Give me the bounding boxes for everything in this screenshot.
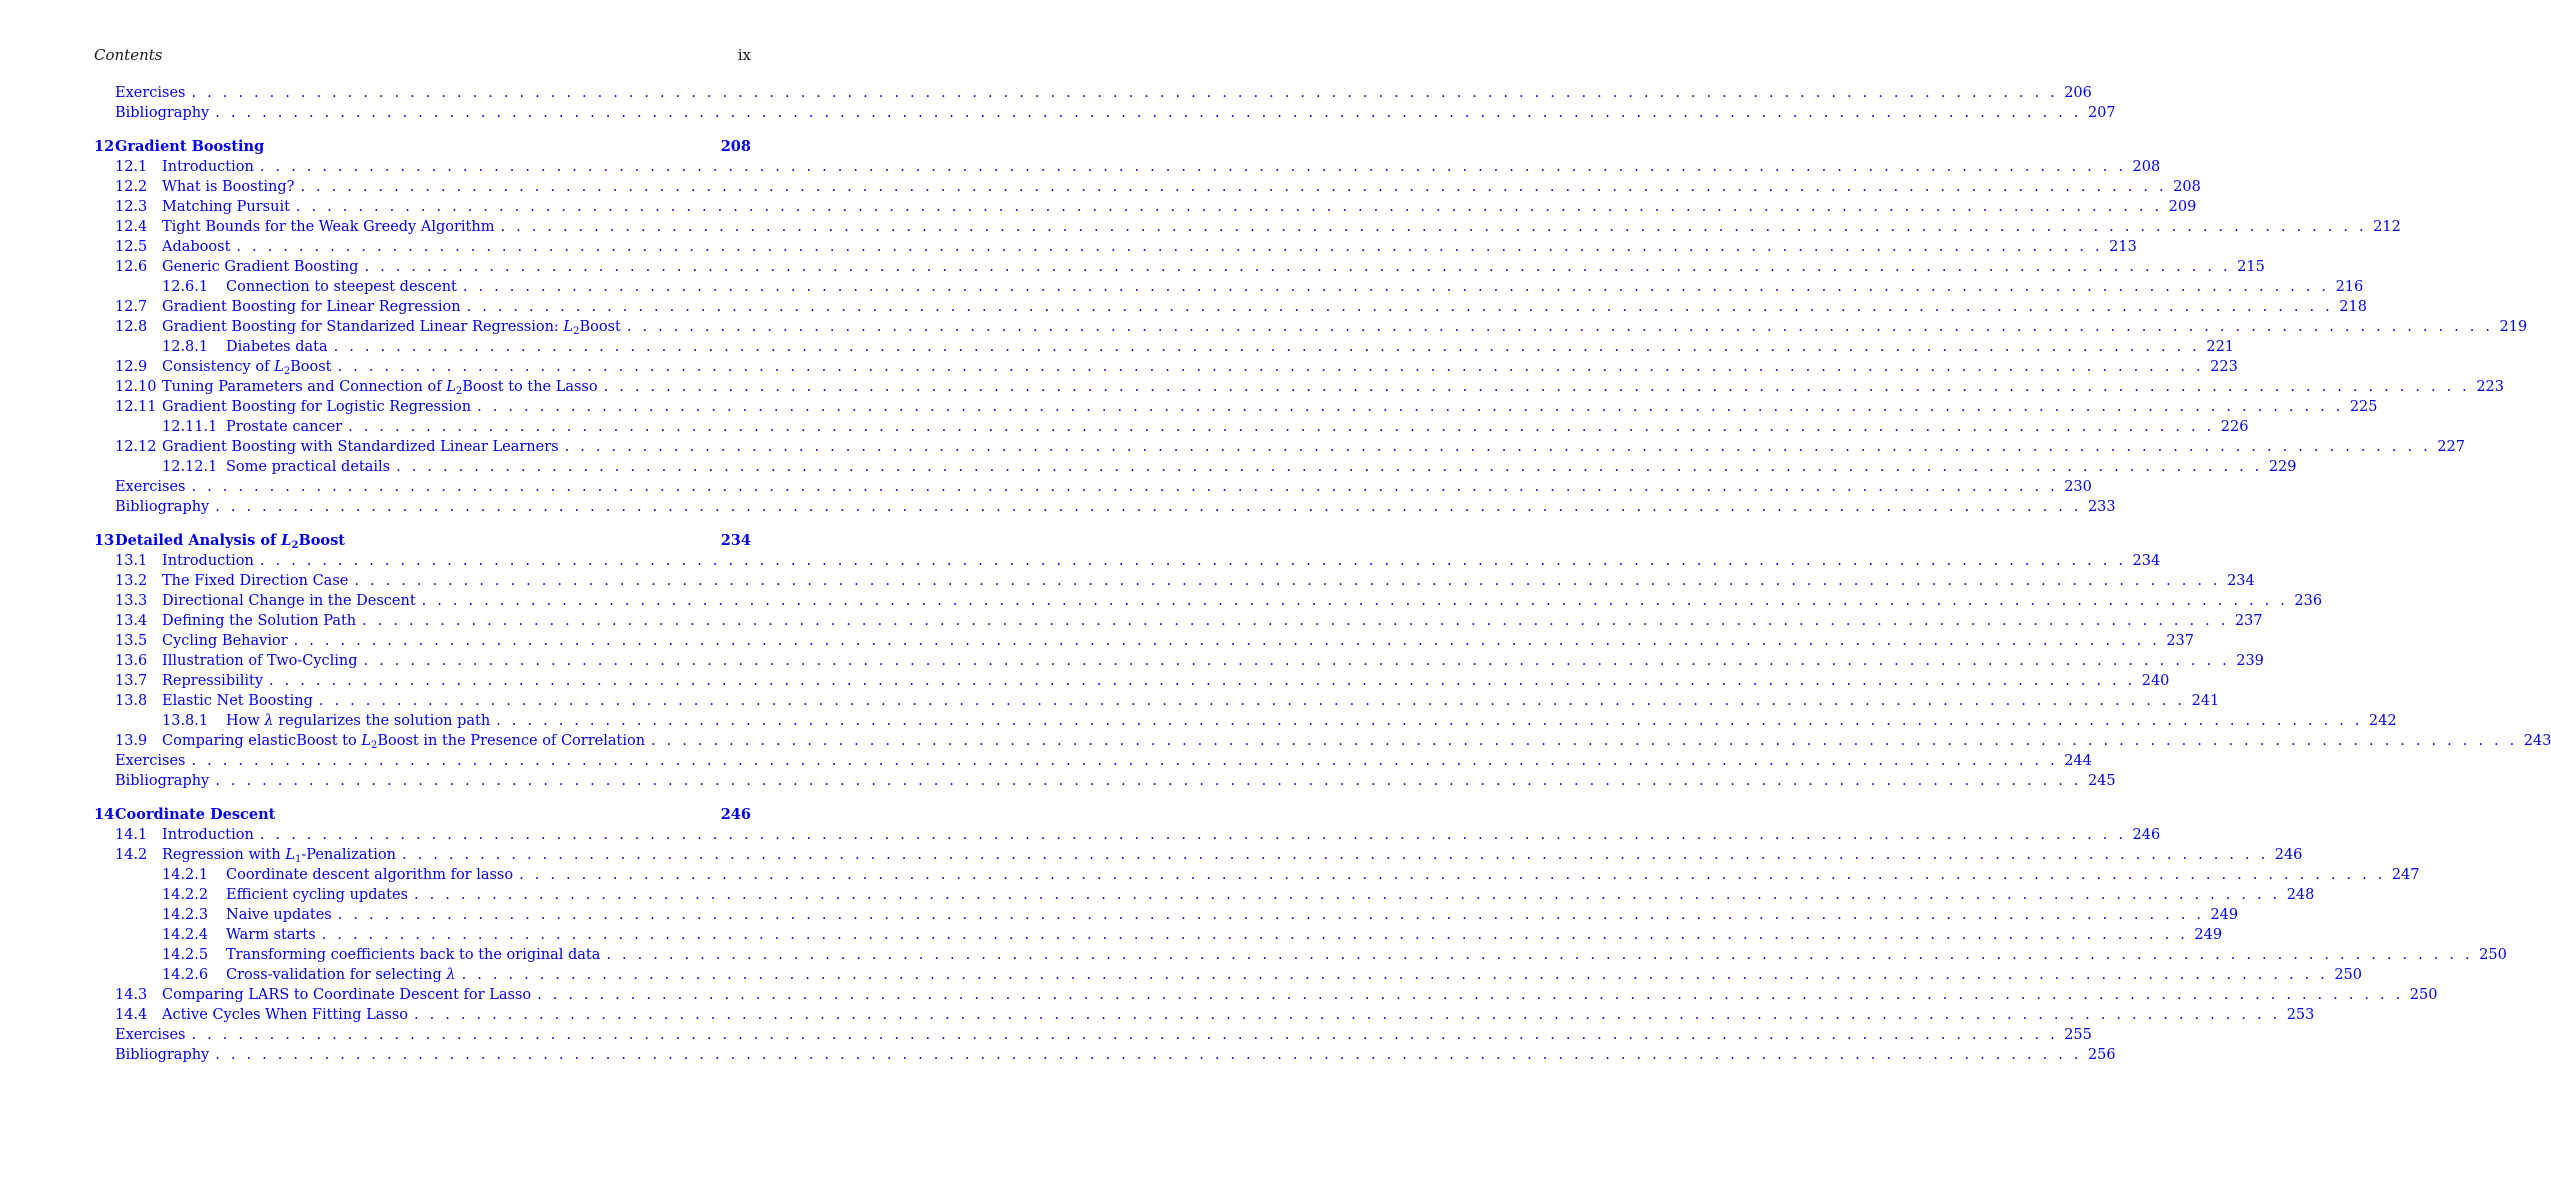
chapter-title: Gradient Boosting (115, 138, 265, 155)
dot-leader: . . . . . . . . . . . . . . . . . . . . . . . . . . . . . . . . . . . . . . . . . . . . . . . . . . . . . . . . . . . . . . . . . . . . . . . . . . . . . . . . . . . . . . . . . . . . . . . . . . . . . . . . . . . . . . . . . . . . . . . . (363, 653, 2230, 669)
dot-leader: . . . . . . . . . . . . . . . . . . . . . . . . . . . . . . . . . . . . . . . . . . . . . . . . . . . . . . . . . . . . . . . . . . . . . . . . . . . . . . . . . . . . . . . . . . . . . . . . . . . . . . . . . . . . . . . . . . . . . . . . (236, 239, 2103, 255)
dot-leader: . . . . . . . . . . . . . . . . . . . . . . . . . . . . . . . . . . . . . . . . . . . . . . . . . . . . . . . . . . . . . . . . . . . . . . . . . . . . . . . . . . . . . . . . . . . . . . . . . . . . . . . . . . . . . . . . . . . . . . . . (337, 907, 2205, 923)
toc-entry-14.2.4[interactable] (94, 925, 2223, 945)
section-page-number: 206 (2058, 83, 2092, 103)
toc-chapter-14[interactable] (94, 805, 751, 825)
section-page-number: 213 (2103, 237, 2137, 257)
chapter-number: 13 (94, 532, 115, 549)
section-title: Matching Pursuit (162, 197, 296, 217)
section-number: 12.1 (115, 159, 148, 175)
section-page-number: 253 (2280, 1005, 2314, 1025)
section-number: 12.9 (115, 359, 148, 375)
section-page-number: 229 (2263, 457, 2297, 477)
section-title: Naive updates (226, 905, 338, 925)
section-page-number: 230 (2058, 477, 2092, 497)
dot-leader: . . . . . . . . . . . . . . . . . . . . . . . . . . . . . . . . . . . . . . . . . . . . . . . . . . . . . . . . . . . . . . . . . . . . . . . . . . . . . . . . . . . . . . . . . . . . . . . . . . . . . . . . . . . . . . . . . . . . . . . . (564, 439, 2431, 455)
section-page-number: 223 (2470, 377, 2504, 397)
section-page-number: 250 (2403, 985, 2437, 1005)
dot-leader: . . . . . . . . . . . . . . . . . . . . . . . . . . . . . . . . . . . . . . . . . . . . . . . . . . . . . . . . . . . . . . . . . . . . . . . . . . . . . . . . . . . . . . . . . . . . . . . . . . . . . . . . . . . . . . . . . . . . . . . . (603, 379, 2470, 395)
section-page-number: 219 (2493, 317, 2527, 337)
section-page-number: 233 (2082, 497, 2116, 517)
chapter-title: Coordinate Descent (115, 806, 276, 823)
section-number: 14.2.6 (162, 967, 209, 983)
section-title: Bibliography (115, 103, 215, 123)
toc-entry-14.1[interactable] (94, 825, 2161, 845)
dot-leader: . . . . . . . . . . . . . . . . . . . . . . . . . . . . . . . . . . . . . . . . . . . . . . . . . . . . . . . . . . . . . . . . . . . . . . . . . . . . . . . . . . . . . . . . . . . . . . . . . . . . . . . . . . . . . . . . . . . . . . . . (348, 419, 2215, 435)
dot-leader: . . . . . . . . . . . . . . . . . . . . . . . . . . . . . . . . . . . . . . . . . . . . . . . . . . . . . . . . . . . . . . . . . . . . . . . . . . . . . . . . . . . . . . . . . . . . . . . . . . . . . . . . . . . . . . . . . . . . . . . . (651, 733, 2518, 749)
section-page-number: 223 (2204, 357, 2238, 377)
section-number: 13.9 (115, 733, 148, 749)
dot-leader: . . . . . . . . . . . . . . . . . . . . . . . . . . . . . . . . . . . . . . . . . . . . . . . . . . . . . . . . . . . . . . . . . . . . . . . . . . . . . . . . . . . . . . . . . . . . . . . . . . . . . . . . . . . . . . . . . . . . . . . . (466, 299, 2333, 315)
toc-entry-12.11.1[interactable] (94, 417, 2249, 437)
section-title: Coordinate descent algorithm for lasso (226, 865, 519, 885)
section-title: Tuning Parameters and Connection of $L_2Boost$ to the Lasso (162, 377, 604, 397)
section-page-number: 218 (2333, 297, 2367, 317)
dot-leader: . . . . . . . . . . . . . . . . . . . . . . . . . . . . . . . . . . . . . . . . . . . . . . . . . . . . . . . . . . . . . . . . . . . . . . . . . . . . . . . . . . . . . . . . . . . . . . . . . . . . . . . . . . . . . . . . . . . . . . . . (215, 105, 2082, 121)
section-title: Prostate cancer (226, 417, 348, 437)
toc-entry-bibliography[interactable] (94, 497, 2116, 517)
toc-entry-13.3[interactable] (94, 591, 2323, 611)
section-title: Comparing LARS to Coordinate Descent for Lasso (162, 985, 537, 1005)
section-number: 14.2.1 (162, 867, 209, 883)
section-page-number: 241 (2185, 691, 2219, 711)
section-page-number: 244 (2058, 751, 2092, 771)
dot-leader: . . . . . . . . . . . . . . . . . . . . . . . . . . . . . . . . . . . . . . . . . . . . . . . . . . . . . . . . . . . . . . . . . . . . . . . . . . . . . . . . . . . . . . . . . . . . . . . . . . . . . . . . . . . . . . . . . . . . . . . . (396, 459, 2263, 475)
section-page-number: 246 (2268, 845, 2302, 865)
section-title: Gradient Boosting for Linear Regression (162, 297, 467, 317)
section-title: Bibliography (115, 771, 215, 791)
toc-entry-12.1[interactable] (94, 157, 2161, 177)
section-page-number: 216 (2329, 277, 2363, 297)
section-page-number: 237 (2160, 631, 2194, 651)
section-page-number: 245 (2082, 771, 2116, 791)
section-page-number: 249 (2204, 905, 2238, 925)
section-page-number: 240 (2135, 671, 2169, 691)
section-number: 12.7 (115, 299, 148, 315)
section-title: Consistency of $L_2Boost$ (162, 357, 337, 377)
section-title: Defining the Solution Path (162, 611, 362, 631)
section-title: Comparing elasticBoost to $L_2Boost$ in the Presence of Correlation (162, 731, 651, 751)
toc-entry-12.5[interactable] (94, 237, 2137, 257)
dot-leader: . . . . . . . . . . . . . . . . . . . . . . . . . . . . . . . . . . . . . . . . . . . . . . . . . . . . . . . . . . . . . . . . . . . . . . . . . . . . . . . . . . . . . . . . . . . . . . . . . . . . . . . . . . . . . . . . . . . . . . . . (215, 1047, 2082, 1063)
section-page-number: 256 (2082, 1045, 2116, 1065)
dot-leader: . . . . . . . . . . . . . . . . . . . . . . . . . . . . . . . . . . . . . . . . . . . . . . . . . . . . . . . . . . . . . . . . . . . . . . . . . . . . . . . . . . . . . . . . . . . . . . . . . . . . . . . . . . . . . . . . . . . . . . . . (626, 319, 2494, 335)
section-number: 14.2.2 (162, 887, 209, 903)
toc-entry-12.2[interactable] (94, 177, 2201, 197)
section-page-number: 215 (2231, 257, 2265, 277)
dot-leader: . . . . . . . . . . . . . . . . . . . . . . . . . . . . . . . . . . . . . . . . . . . . . . . . . . . . . . . . . . . . . . . . . . . . . . . . . . . . . . . . . . . . . . . . . . . . . . . . . . . . . . . . . . . . . . . . . . . . . . . . (318, 693, 2186, 709)
section-number: 12.11.1 (162, 419, 218, 435)
section-number: 12.3 (115, 199, 148, 215)
toc-chapter-12[interactable] (94, 137, 751, 157)
toc-chapter-13[interactable] (94, 531, 751, 551)
section-title: Exercises (115, 477, 192, 497)
section-number: 13.1 (115, 553, 148, 569)
toc-entry-12.10[interactable] (94, 377, 2504, 397)
section-page-number: 250 (2473, 945, 2507, 965)
section-title: Gradient Boosting with Standardized Linear Learners (162, 437, 565, 457)
chapter-number: 12 (94, 138, 115, 155)
dot-leader: . . . . . . . . . . . . . . . . . . . . . . . . . . . . . . . . . . . . . . . . . . . . . . . . . . . . . . . . . . . . . . . . . . . . . . . . . . . . . . . . . . . . . . . . . . . . . . . . . . . . . . . . . . . . . . . . . . . . . . . . (215, 499, 2082, 515)
chapter-page-number: 208 (720, 138, 751, 155)
section-title: Diabetes data (226, 337, 334, 357)
dot-leader: . . . . . . . . . . . . . . . . . . . . . . . . . . . . . . . . . . . . . . . . . . . . . . . . . . . . . . . . . . . . . . . . . . . . . . . . . . . . . . . . . . . . . . . . . . . . . . . . . . . . . . . . . . . . . . . . . . . . . . . . (337, 359, 2204, 375)
section-page-number: 250 (2328, 965, 2362, 985)
section-number: 12.2 (115, 179, 148, 195)
section-page-number: 242 (2363, 711, 2397, 731)
section-title: Introduction (162, 551, 260, 571)
toc-entry-13.8.1[interactable] (94, 711, 2397, 731)
section-page-number: 247 (2386, 865, 2420, 885)
section-number: 14.2 (115, 847, 148, 863)
section-number: 12.8 (115, 319, 148, 335)
section-title: Bibliography (115, 1045, 215, 1065)
dot-leader: . . . . . . . . . . . . . . . . . . . . . . . . . . . . . . . . . . . . . . . . . . . . . . . . . . . . . . . . . . . . . . . . . . . . . . . . . . . . . . . . . . . . . . . . . . . . . . . . . . . . . . . . . . . . . . . . . . . . . . . . (259, 159, 2127, 175)
table-of-contents (94, 83, 2551, 1065)
section-number: 13.8.1 (162, 713, 209, 729)
section-page-number: 255 (2058, 1025, 2092, 1045)
section-title: Generic Gradient Boosting (162, 257, 364, 277)
section-page-number: 246 (2126, 825, 2160, 845)
toc-entry-12.3[interactable] (94, 197, 2197, 217)
toc-entry-12.6[interactable] (94, 257, 2265, 277)
dot-leader: . . . . . . . . . . . . . . . . . . . . . . . . . . . . . . . . . . . . . . . . . . . . . . . . . . . . . . . . . . . . . . . . . . . . . . . . . . . . . . . . . . . . . . . . . . . . . . . . . . . . . . . . . . . . . . . . . . . . . . . . (293, 633, 2161, 649)
section-page-number: 234 (2221, 571, 2255, 591)
dot-leader: . . . . . . . . . . . . . . . . . . . . . . . . . . . . . . . . . . . . . . . . . . . . . . . . . . . . . . . . . . . . . . . . . . . . . . . . . . . . . . . . . . . . . . . . . . . . . . . . . . . . . . . . . . . . . . . . . . . . . . . . (414, 1007, 2281, 1023)
section-title: Directional Change in the Descent (162, 591, 422, 611)
toc-entry-13.7[interactable] (94, 671, 2170, 691)
chapter-number: 14 (94, 806, 115, 823)
section-number: 12.12 (115, 439, 157, 455)
section-number: 12.6.1 (162, 279, 209, 295)
section-page-number: 226 (2214, 417, 2248, 437)
section-number: 12.11 (115, 399, 157, 415)
toc-entry-exercises[interactable] (94, 1025, 2092, 1045)
toc-entry-13.5[interactable] (94, 631, 2195, 651)
dot-leader: . . . . . . . . . . . . . . . . . . . . . . . . . . . . . . . . . . . . . . . . . . . . . . . . . . . . . . . . . . . . . . . . . . . . . . . . . . . . . . . . . . . . . . . . . . . . . . . . . . . . . . . . . . . . . . . . . . . . . . . . (191, 753, 2058, 769)
toc-entry-13.9[interactable] (94, 731, 2551, 751)
section-number: 13.6 (115, 653, 148, 669)
section-number: 14.4 (115, 1007, 148, 1023)
dot-leader: . . . . . . . . . . . . . . . . . . . . . . . . . . . . . . . . . . . . . . . . . . . . . . . . . . . . . . . . . . . . . . . . . . . . . . . . . . . . . . . . . . . . . . . . . . . . . . . . . . . . . . . . . . . . . . . . . . . . . . . . (269, 673, 2136, 689)
dot-leader: . . . . . . . . . . . . . . . . . . . . . . . . . . . . . . . . . . . . . . . . . . . . . . . . . . . . . . . . . . . . . . . . . . . . . . . . . . . . . . . . . . . . . . . . . . . . . . . . . . . . . . . . . . . . . . . . . . . . . . . . (333, 339, 2201, 355)
section-title: Introduction (162, 157, 260, 177)
section-title: Cross-validation for selecting λ (226, 965, 462, 985)
toc-entry-bibliography[interactable] (94, 771, 2116, 791)
dot-leader: . . . . . . . . . . . . . . . . . . . . . . . . . . . . . . . . . . . . . . . . . . . . . . . . . . . . . . . . . . . . . . . . . . . . . . . . . . . . . . . . . . . . . . . . . . . . . . . . . . . . . . . . . . . . . . . . . . . . . . . . (295, 199, 2163, 215)
toc-entry-14.2.5[interactable] (94, 945, 2507, 965)
dot-leader: . . . . . . . . . . . . . . . . . . . . . . . . . . . . . . . . . . . . . . . . . . . . . . . . . . . . . . . . . . . . . . . . . . . . . . . . . . . . . . . . . . . . . . . . . . . . . . . . . . . . . . . . . . . . . . . . . . . . . . . . (606, 947, 2473, 963)
dot-leader: . . . . . . . . . . . . . . . . . . . . . . . . . . . . . . . . . . . . . . . . . . . . . . . . . . . . . . . . . . . . . . . . . . . . . . . . . . . . . . . . . . . . . . . . . . . . . . . . . . . . . . . . . . . . . . . . . . . . . . . . (413, 887, 2281, 903)
section-page-number: 249 (2188, 925, 2222, 945)
section-page-number: 227 (2431, 437, 2465, 457)
running-header-page-number: ix (737, 46, 751, 64)
toc-entry-13.2[interactable] (94, 571, 2255, 591)
section-page-number: 221 (2200, 337, 2234, 357)
section-page-number: 212 (2367, 217, 2401, 237)
dot-leader: . . . . . . . . . . . . . . . . . . . . . . . . . . . . . . . . . . . . . . . . . . . . . . . . . . . . . . . . . . . . . . . . . . . . . . . . . . . . . . . . . . . . . . . . . . . . . . . . . . . . . . . . . . . . . . . . . . . . . . . . (191, 85, 2058, 101)
toc-entry-12.8.1[interactable] (94, 337, 2235, 357)
section-title: Regression with $L_1$-Penalization (162, 845, 402, 865)
section-page-number: 208 (2167, 177, 2201, 197)
section-title: Tight Bounds for the Weak Greedy Algorithm (162, 217, 500, 237)
dot-leader: . . . . . . . . . . . . . . . . . . . . . . . . . . . . . . . . . . . . . . . . . . . . . . . . . . . . . . . . . . . . . . . . . . . . . . . . . . . . . . . . . . . . . . . . . . . . . . . . . . . . . . . . . . . . . . . . . . . . . . . . (259, 827, 2127, 843)
section-title: How λ regularizes the solution path (226, 711, 496, 731)
section-number: 13.8 (115, 693, 148, 709)
section-number: 13.5 (115, 633, 148, 649)
section-title: Adaboost (162, 237, 236, 257)
dot-leader: . . . . . . . . . . . . . . . . . . . . . . . . . . . . . . . . . . . . . . . . . . . . . . . . . . . . . . . . . . . . . . . . . . . . . . . . . . . . . . . . . . . . . . . . . . . . . . . . . . . . . . . . . . . . . . . . . . . . . . . . (259, 553, 2127, 569)
section-page-number: 248 (2280, 885, 2314, 905)
section-number: 13.4 (115, 613, 148, 629)
section-title: Exercises (115, 751, 192, 771)
dot-leader: . . . . . . . . . . . . . . . . . . . . . . . . . . . . . . . . . . . . . . . . . . . . . . . . . . . . . . . . . . . . . . . . . . . . . . . . . . . . . . . . . . . . . . . . . . . . . . . . . . . . . . . . . . . . . . . . . . . . . . . . (321, 927, 2189, 943)
dot-leader: . . . . . . . . . . . . . . . . . . . . . . . . . . . . . . . . . . . . . . . . . . . . . . . . . . . . . . . . . . . . . . . . . . . . . . . . . . . . . . . . . . . . . . . . . . . . . . . . . . . . . . . . . . . . . . . . . . . . . . . . (364, 259, 2231, 275)
toc-entry-bibliography[interactable] (94, 1045, 2116, 1065)
section-title: The Fixed Direction Case (162, 571, 354, 591)
section-page-number: 234 (2126, 551, 2160, 571)
toc-entry-12.6.1[interactable] (94, 277, 2364, 297)
section-number: 14.3 (115, 987, 148, 1003)
dot-leader: . . . . . . . . . . . . . . . . . . . . . . . . . . . . . . . . . . . . . . . . . . . . . . . . . . . . . . . . . . . . . . . . . . . . . . . . . . . . . . . . . . . . . . . . . . . . . . . . . . . . . . . . . . . . . . . . . . . . . . . . (362, 613, 2229, 629)
toc-entry-14.2.1[interactable] (94, 865, 2420, 885)
toc-entry-12.11[interactable] (94, 397, 2378, 417)
section-title: Exercises (115, 83, 192, 103)
dot-leader: . . . . . . . . . . . . . . . . . . . . . . . . . . . . . . . . . . . . . . . . . . . . . . . . . . . . . . . . . . . . . . . . . . . . . . . . . . . . . . . . . . . . . . . . . . . . . . . . . . . . . . . . . . . . . . . . . . . . . . . . (354, 573, 2221, 589)
section-title: Efficient cycling updates (226, 885, 414, 905)
toc-entry-12.9[interactable] (94, 357, 2238, 377)
dot-leader: . . . . . . . . . . . . . . . . . . . . . . . . . . . . . . . . . . . . . . . . . . . . . . . . . . . . . . . . . . . . . . . . . . . . . . . . . . . . . . . . . . . . . . . . . . . . . . . . . . . . . . . . . . . . . . . . . . . . . . . . (462, 279, 2330, 295)
toc-entry-14.2.2[interactable] (94, 885, 2315, 905)
section-title: Gradient Boosting for Logistic Regression (162, 397, 477, 417)
running-header-title: Contents (94, 46, 163, 64)
dot-leader: . . . . . . . . . . . . . . . . . . . . . . . . . . . . . . . . . . . . . . . . . . . . . . . . . . . . . . . . . . . . . . . . . . . . . . . . . . . . . . . . . . . . . . . . . . . . . . . . . . . . . . . . . . . . . . . . . . . . . . . . (191, 479, 2058, 495)
toc-entry-14.2.6[interactable] (94, 965, 2363, 985)
toc-entry-13.1[interactable] (94, 551, 2161, 571)
section-title: Illustration of Two-Cycling (162, 651, 364, 671)
toc-entry-12.8[interactable] (94, 317, 2528, 337)
dot-leader: . . . . . . . . . . . . . . . . . . . . . . . . . . . . . . . . . . . . . . . . . . . . . . . . . . . . . . . . . . . . . . . . . . . . . . . . . . . . . . . . . . . . . . . . . . . . . . . . . . . . . . . . . . . . . . . . . . . . . . . . (496, 713, 2363, 729)
section-title: Some practical details (226, 457, 396, 477)
toc-entry-exercises[interactable] (94, 83, 2092, 103)
toc-entry-13.6[interactable] (94, 651, 2264, 671)
toc-entry-exercises[interactable] (94, 751, 2092, 771)
toc-entry-13.4[interactable] (94, 611, 2263, 631)
section-title: Repressibility (162, 671, 269, 691)
section-page-number: 209 (2162, 197, 2196, 217)
section-number: 13.3 (115, 593, 148, 609)
toc-entry-14.3[interactable] (94, 985, 2438, 1005)
section-page-number: 239 (2230, 651, 2264, 671)
section-number: 14.2.3 (162, 907, 209, 923)
section-number: 14.2.4 (162, 927, 209, 943)
dot-leader: . . . . . . . . . . . . . . . . . . . . . . . . . . . . . . . . . . . . . . . . . . . . . . . . . . . . . . . . . . . . . . . . . . . . . . . . . . . . . . . . . . . . . . . . . . . . . . . . . . . . . . . . . . . . . . . . . . . . . . . . (477, 399, 2344, 415)
dot-leader: . . . . . . . . . . . . . . . . . . . . . . . . . . . . . . . . . . . . . . . . . . . . . . . . . . . . . . . . . . . . . . . . . . . . . . . . . . . . . . . . . . . . . . . . . . . . . . . . . . . . . . . . . . . . . . . . . . . . . . . . (537, 987, 2404, 1003)
dot-leader: . . . . . . . . . . . . . . . . . . . . . . . . . . . . . . . . . . . . . . . . . . . . . . . . . . . . . . . . . . . . . . . . . . . . . . . . . . . . . . . . . . . . . . . . . . . . . . . . . . . . . . . . . . . . . . . . . . . . . . . . (191, 1027, 2058, 1043)
section-title: Exercises (115, 1025, 192, 1045)
section-title: Gradient Boosting for Standarized Linear Regression: $L_2Boost$ (162, 317, 627, 337)
section-number: 12.12.1 (162, 459, 218, 475)
section-page-number: 236 (2288, 591, 2322, 611)
dot-leader: . . . . . . . . . . . . . . . . . . . . . . . . . . . . . . . . . . . . . . . . . . . . . . . . . . . . . . . . . . . . . . . . . . . . . . . . . . . . . . . . . . . . . . . . . . . . . . . . . . . . . . . . . . . . . . . . . . . . . . . . (461, 967, 2329, 983)
chapter-page-number: 246 (720, 806, 751, 823)
section-number: 12.4 (115, 219, 148, 235)
toc-page (94, 0, 2551, 1200)
chapter-page-number: 234 (720, 532, 751, 549)
dot-leader: . . . . . . . . . . . . . . . . . . . . . . . . . . . . . . . . . . . . . . . . . . . . . . . . . . . . . . . . . . . . . . . . . . . . . . . . . . . . . . . . . . . . . . . . . . . . . . . . . . . . . . . . . . . . . . . . . . . . . . . . (421, 593, 2289, 609)
section-title: What is Boosting? (162, 177, 300, 197)
section-page-number: 237 (2229, 611, 2263, 631)
dot-leader: . . . . . . . . . . . . . . . . . . . . . . . . . . . . . . . . . . . . . . . . . . . . . . . . . . . . . . . . . . . . . . . . . . . . . . . . . . . . . . . . . . . . . . . . . . . . . . . . . . . . . . . . . . . . . . . . . . . . . . . . (519, 867, 2386, 883)
section-number: 13.2 (115, 573, 148, 589)
section-title: Elastic Net Boosting (162, 691, 319, 711)
section-title: Introduction (162, 825, 260, 845)
dot-leader: . . . . . . . . . . . . . . . . . . . . . . . . . . . . . . . . . . . . . . . . . . . . . . . . . . . . . . . . . . . . . . . . . . . . . . . . . . . . . . . . . . . . . . . . . . . . . . . . . . . . . . . . . . . . . . . . . . . . . . . . (215, 773, 2082, 789)
toc-entry-bibliography[interactable] (94, 103, 2116, 123)
section-number: 14.2.5 (162, 947, 209, 963)
running-header (94, 46, 751, 66)
section-page-number: 207 (2082, 103, 2116, 123)
toc-entry-14.2[interactable] (94, 845, 2303, 865)
toc-entry-exercises[interactable] (94, 477, 2092, 497)
toc-entry-12.4[interactable] (94, 217, 2401, 237)
toc-entry-12.7[interactable] (94, 297, 2367, 317)
section-page-number: 208 (2126, 157, 2160, 177)
toc-entry-12.12[interactable] (94, 437, 2465, 457)
section-title: Active Cycles When Fitting Lasso (162, 1005, 414, 1025)
toc-entry-14.2.3[interactable] (94, 905, 2239, 925)
section-page-number: 243 (2517, 731, 2551, 751)
dot-leader: . . . . . . . . . . . . . . . . . . . . . . . . . . . . . . . . . . . . . . . . . . . . . . . . . . . . . . . . . . . . . . . . . . . . . . . . . . . . . . . . . . . . . . . . . . . . . . . . . . . . . . . . . . . . . . . . . . . . . . . . (300, 179, 2167, 195)
toc-entry-14.4[interactable] (94, 1005, 2315, 1025)
section-number: 13.7 (115, 673, 148, 689)
section-number: 12.6 (115, 259, 148, 275)
dot-leader: . . . . . . . . . . . . . . . . . . . . . . . . . . . . . . . . . . . . . . . . . . . . . . . . . . . . . . . . . . . . . . . . . . . . . . . . . . . . . . . . . . . . . . . . . . . . . . . . . . . . . . . . . . . . . . . . . . . . . . . . (402, 847, 2269, 863)
section-title: Bibliography (115, 497, 215, 517)
section-number: 12.8.1 (162, 339, 209, 355)
toc-entry-12.12.1[interactable] (94, 457, 2297, 477)
section-number: 14.1 (115, 827, 148, 843)
toc-entry-13.8[interactable] (94, 691, 2220, 711)
section-title: Warm starts (226, 925, 322, 945)
section-number: 12.5 (115, 239, 148, 255)
chapter-title: Detailed Analysis of $L_2Boost$ (115, 532, 345, 551)
dot-leader: . . . . . . . . . . . . . . . . . . . . . . . . . . . . . . . . . . . . . . . . . . . . . . . . . . . . . . . . . . . . . . . . . . . . . . . . . . . . . . . . . . . . . . . . . . . . . . . . . . . . . . . . . . . . . . . . . . . . . . . . (500, 219, 2367, 235)
section-title: Connection to steepest descent (226, 277, 463, 297)
section-title: Cycling Behavior (162, 631, 294, 651)
section-title: Transforming coefficients back to the original data (226, 945, 606, 965)
section-page-number: 225 (2344, 397, 2378, 417)
section-number: 12.10 (115, 379, 157, 395)
